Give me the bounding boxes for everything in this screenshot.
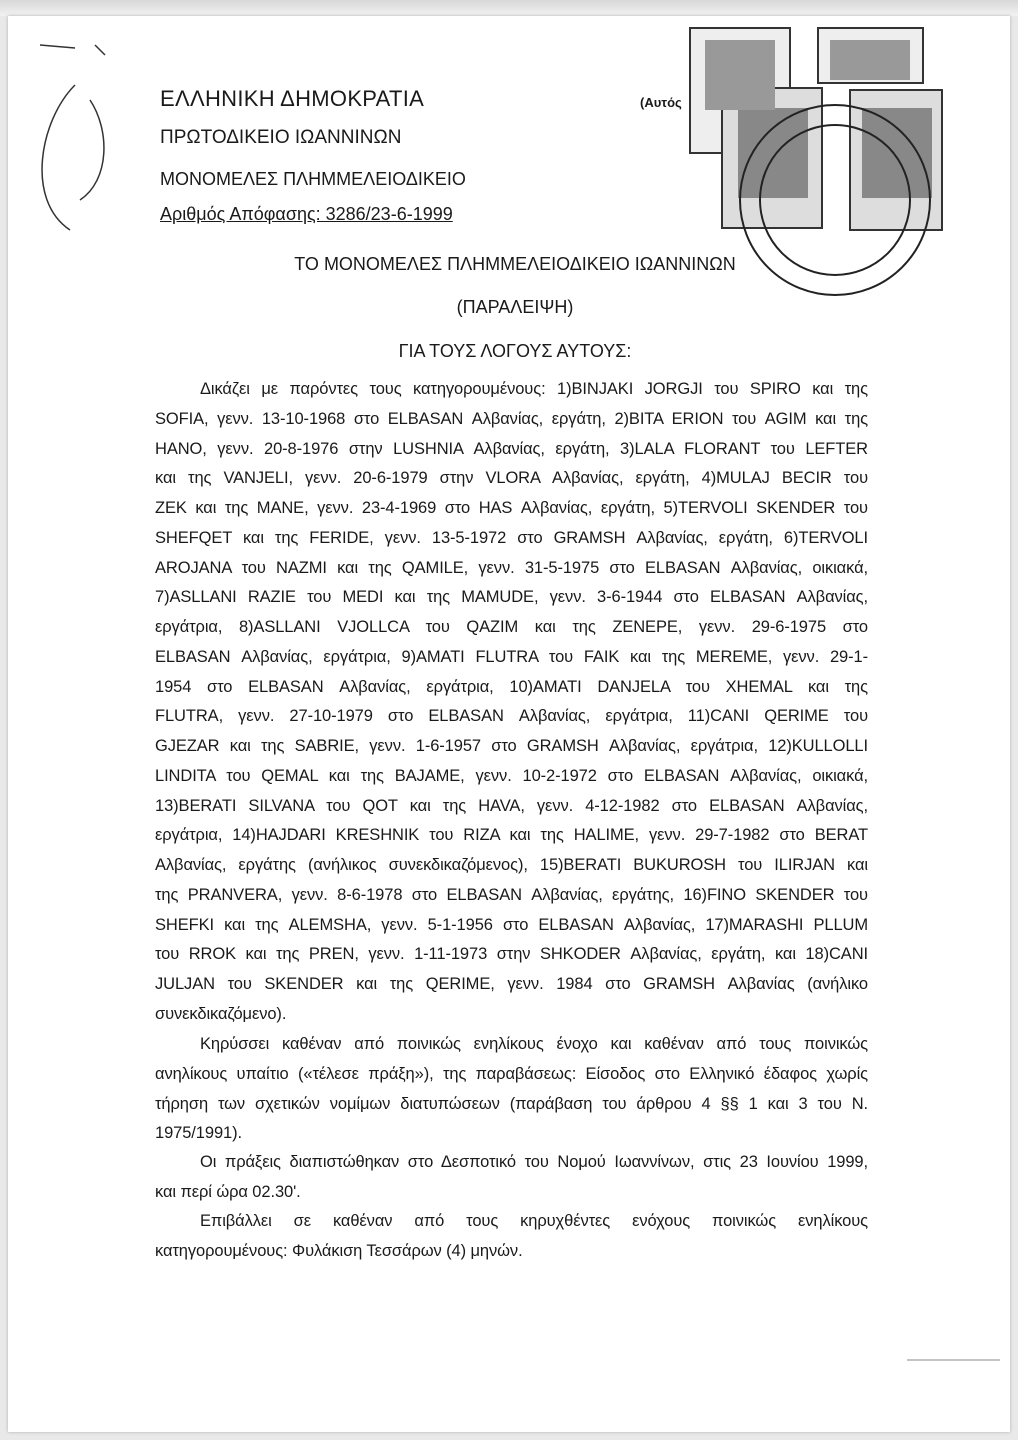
paragraph-line: συνεκδικαζόμενο). bbox=[155, 1004, 287, 1023]
margin-note: (Αυτός bbox=[640, 95, 682, 110]
paragraph-line: της PRANVERA, γενν. 8-6-1978 στο ELBASAN Αλβανίας, εργάτης, 16)FINO SKENDER του bbox=[155, 885, 868, 904]
paragraph-line: SHEFKI και της ALEMSHA, γενν. 5-1-1956 στο ELBASAN Αλβανίας, 17)MARASHI PLLUM bbox=[155, 915, 868, 934]
paragraph-line: 13)BERATI SILVANA του QOT και της HAVA, γενν. 4-12-1982 στο ELBASAN Αλβανίας, bbox=[155, 796, 868, 815]
paragraph-line: 7)ASLLANI RAZIE του MEDI και της MAMUDE, γενν. 3-6-1944 στο ELBASAN Αλβανίας, bbox=[155, 588, 868, 607]
paragraph-line: FLUTRA, γενν. 27-10-1979 στο ELBASAN Αλβανίας, εργάτρια, 11)CANI QERIME του bbox=[155, 707, 868, 726]
court-heading: ΠΡΩΤΟΔΙΚΕΙΟ ΙΩΑΝΝΙΝΩΝ bbox=[160, 127, 402, 148]
reasons-heading: ΓΙΑ ΤΟΥΣ ΛΟΓΟΥΣ ΑΥΤΟΥΣ: bbox=[398, 341, 632, 361]
paragraph-line: JULJAN του SKENDER και της QERIME, γενν. 1984 στο GRAMSH Αλβανίας (ανήλικο bbox=[155, 975, 868, 993]
paragraph-line: SOFIA, γενν. 13-10-1968 στο ELBASAN Αλβανίας, εργάτη, 2)BITA ERION του AGIM και της bbox=[155, 409, 868, 428]
paragraph-line: 1954 στο ELBASAN Αλβανίας, εργάτρια, 10)AMATI DANJELA του XHEMAL και της bbox=[155, 677, 868, 696]
paragraph-line: Αλβανίας, εργάτης (ανήλικος συνεκδικαζόμενος), 15)BERATI BUKUROSH του ILIRJAN και bbox=[155, 856, 868, 874]
paragraph-line: AROJANA του NAZMI και της QAMILE, γενν. 31-5-1975 στο ELBASAN Αλβανίας, οικιακά, bbox=[155, 558, 868, 577]
paragraph-line: Οι πράξεις διαπιστώθηκαν στο Δεσποτικό του Νομού Ιωαννίνων, στις 23 Ιουνίου 1999, bbox=[200, 1153, 868, 1171]
paragraph-line: SHEFQET και της FERIDE, γενν. 13-5-1972 στο GRAMSH Αλβανίας, εργάτη, 6)TERVOLI bbox=[155, 528, 868, 547]
revenue-stamp-icon bbox=[690, 28, 942, 230]
paragraph-line: 1975/1991). bbox=[155, 1124, 242, 1143]
paragraph-line: ZEK και της MANE, γενν. 23-4-1969 στο HAS Αλβανίας, εργάτη, 5)TERVOLI SKENDER του bbox=[155, 499, 868, 517]
paragraph-line: Επιβάλλει σε καθέναν από τους κηρυχθέντες ενόχους ποινικώς ενηλίκους bbox=[200, 1212, 868, 1230]
paragraph-line: του RROK και της PREN, γενν. 1-11-1973 στην SHKODER Αλβανίας, εργάτη, και 18)CANI bbox=[155, 945, 868, 964]
paragraph-line: Κηρύσσει καθέναν από ποινικώς ενηλίκους ένοχο και καθέναν από τους ποινικώς bbox=[200, 1035, 868, 1053]
paragraph-line: HANO, γενν. 20-8-1976 στην LUSHNIA Αλβανίας, εργάτη, 3)LALA FLORANT του LEFTER bbox=[155, 439, 868, 458]
handwritten-marks-icon bbox=[40, 45, 105, 230]
paragraph-line: Δικάζει με παρόντες τους κατηγορουμένους: 1)BINJAKI JORGJI του SPIRO και της bbox=[200, 380, 868, 398]
paragraph-line: τήρηση των σχετικών νομίμων διατυπώσεων (παράβαση του άρθρου 4 §§ 1 και 3 του Ν. bbox=[155, 1094, 868, 1113]
decision-number: Αριθμός Απόφασης: 3286/23-6-1999 bbox=[160, 204, 453, 224]
court-full-title: ΤΟ ΜΟΝΟΜΕΛΕΣ ΠΛΗΜΜΕΛΕΙΟΔΙΚΕΙΟ ΙΩΑΝΝΙΝΩΝ bbox=[294, 254, 736, 274]
omission-note: (ΠΑΡΑΛΕΙΨΗ) bbox=[456, 297, 574, 317]
country-heading: ΕΛΛΗΝΙΚΗ ΔΗΜΟΚΡΑΤΙΑ bbox=[160, 86, 425, 111]
paragraph-line: και της VANJELI, γενν. 20-6-1979 στην VLORA Αλβανίας, εργάτη, 4)MULAJ BECIR του bbox=[155, 469, 868, 488]
paragraph-line: GJEZAR και της SABRIE, γενν. 1-6-1957 στο GRAMSH Αλβανίας, εργάτρια, 12)KULLOLLI bbox=[155, 737, 868, 755]
paragraph-line: και περί ώρα 02.30'. bbox=[155, 1182, 301, 1201]
paragraph-line: κατηγορουμένους: Φυλάκιση Τεσσάρων (4) μηνών. bbox=[155, 1241, 523, 1260]
paragraph-line: ELBASAN Αλβανίας, εργάτρια, 9)AMATI FLUTRA του FAIK και της MEREME, γενν. 29-1- bbox=[155, 647, 868, 666]
division-heading: ΜΟΝΟΜΕΛΕΣ ΠΛΗΜΜΕΛΕΙΟΔΙΚΕΙΟ bbox=[160, 169, 466, 189]
paragraph-line: ανηλίκους υπαίτιο («τέλεσε πράξη»), της παραβάσεως: Είσοδος στο Ελληνικό έδαφος χωρίς bbox=[155, 1064, 868, 1083]
paragraph-line: εργάτρια, 8)ASLLANI VJOLLCA του QAZIM και της ZENEPE, γενν. 29-6-1975 στο bbox=[155, 618, 868, 636]
paragraph-line: LINDITA του QEMAL και της BAJAME, γενν. 10-2-1972 στο ELBASAN Αλβανίας, οικιακά, bbox=[155, 766, 868, 785]
paragraph-line: εργάτρια, 14)HAJDARI KRESHNIK του RIZA και της HALIME, γενν. 29-7-1982 στο BERAT bbox=[155, 826, 868, 845]
